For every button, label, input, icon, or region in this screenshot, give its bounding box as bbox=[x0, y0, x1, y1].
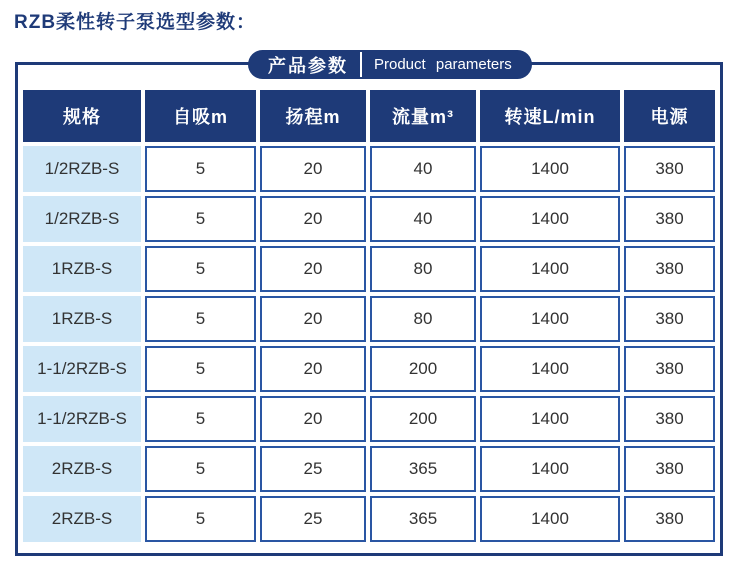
value-cell: 20 bbox=[260, 296, 366, 342]
value-cell: 5 bbox=[145, 446, 256, 492]
table-row bbox=[23, 146, 715, 192]
tab-label-cn: 产品参数 bbox=[268, 55, 348, 76]
value-cell: 380 bbox=[624, 246, 715, 292]
table-row bbox=[23, 496, 715, 542]
table-row bbox=[23, 246, 715, 292]
table-row bbox=[23, 196, 715, 242]
product-parameters-tab bbox=[248, 50, 532, 79]
value-cell: 1400 bbox=[480, 496, 620, 542]
spec-cell: 1RZB-S bbox=[23, 246, 141, 292]
value-cell: 1400 bbox=[480, 246, 620, 292]
spec-cell: 1-1/2RZB-S bbox=[23, 396, 141, 442]
value-cell: 5 bbox=[145, 296, 256, 342]
value-cell: 20 bbox=[260, 396, 366, 442]
value-cell: 5 bbox=[145, 396, 256, 442]
value-cell: 20 bbox=[260, 346, 366, 392]
value-cell: 80 bbox=[370, 246, 476, 292]
value-cell: 200 bbox=[370, 396, 476, 442]
column-header-self-priming: 自吸m bbox=[145, 90, 256, 142]
value-cell: 1400 bbox=[480, 196, 620, 242]
table-row bbox=[23, 346, 715, 392]
value-cell: 25 bbox=[260, 496, 366, 542]
value-cell: 1400 bbox=[480, 346, 620, 392]
spec-cell: 2RZB-S bbox=[23, 496, 141, 542]
value-cell: 1400 bbox=[480, 396, 620, 442]
column-header-flow: 流量m³ bbox=[370, 90, 476, 142]
value-cell: 1400 bbox=[480, 146, 620, 192]
value-cell: 1400 bbox=[480, 296, 620, 342]
table-row bbox=[23, 296, 715, 342]
header-row bbox=[23, 90, 715, 142]
value-cell: 365 bbox=[370, 446, 476, 492]
value-cell: 25 bbox=[260, 446, 366, 492]
column-header-power: 电源 bbox=[624, 90, 715, 142]
spec-cell: 1RZB-S bbox=[23, 296, 141, 342]
parameters-table bbox=[19, 86, 719, 546]
value-cell: 40 bbox=[370, 196, 476, 242]
value-cell: 365 bbox=[370, 496, 476, 542]
value-cell: 20 bbox=[260, 246, 366, 292]
value-cell: 5 bbox=[145, 346, 256, 392]
value-cell: 380 bbox=[624, 446, 715, 492]
table-row bbox=[23, 446, 715, 492]
value-cell: 380 bbox=[624, 296, 715, 342]
spec-cell: 1/2RZB-S bbox=[23, 196, 141, 242]
value-cell: 40 bbox=[370, 146, 476, 192]
value-cell: 5 bbox=[145, 196, 256, 242]
value-cell: 80 bbox=[370, 296, 476, 342]
column-header-spec: 规格 bbox=[23, 90, 141, 142]
column-header-speed: 转速L/min bbox=[480, 90, 620, 142]
column-header-head: 扬程m bbox=[260, 90, 366, 142]
value-cell: 380 bbox=[624, 196, 715, 242]
value-cell: 380 bbox=[624, 496, 715, 542]
spec-cell: 1/2RZB-S bbox=[23, 146, 141, 192]
tab-label-en: Product parameters bbox=[360, 52, 532, 77]
value-cell: 20 bbox=[260, 146, 366, 192]
value-cell: 380 bbox=[624, 146, 715, 192]
value-cell: 20 bbox=[260, 196, 366, 242]
value-cell: 380 bbox=[624, 396, 715, 442]
parameters-card bbox=[15, 62, 723, 556]
value-cell: 5 bbox=[145, 246, 256, 292]
spec-cell: 2RZB-S bbox=[23, 446, 141, 492]
value-cell: 200 bbox=[370, 346, 476, 392]
value-cell: 5 bbox=[145, 496, 256, 542]
value-cell: 5 bbox=[145, 146, 256, 192]
page-title: RZB柔性转子泵选型参数： bbox=[14, 12, 257, 33]
spec-cell: 1-1/2RZB-S bbox=[23, 346, 141, 392]
table-row bbox=[23, 396, 715, 442]
value-cell: 380 bbox=[624, 346, 715, 392]
value-cell: 1400 bbox=[480, 446, 620, 492]
